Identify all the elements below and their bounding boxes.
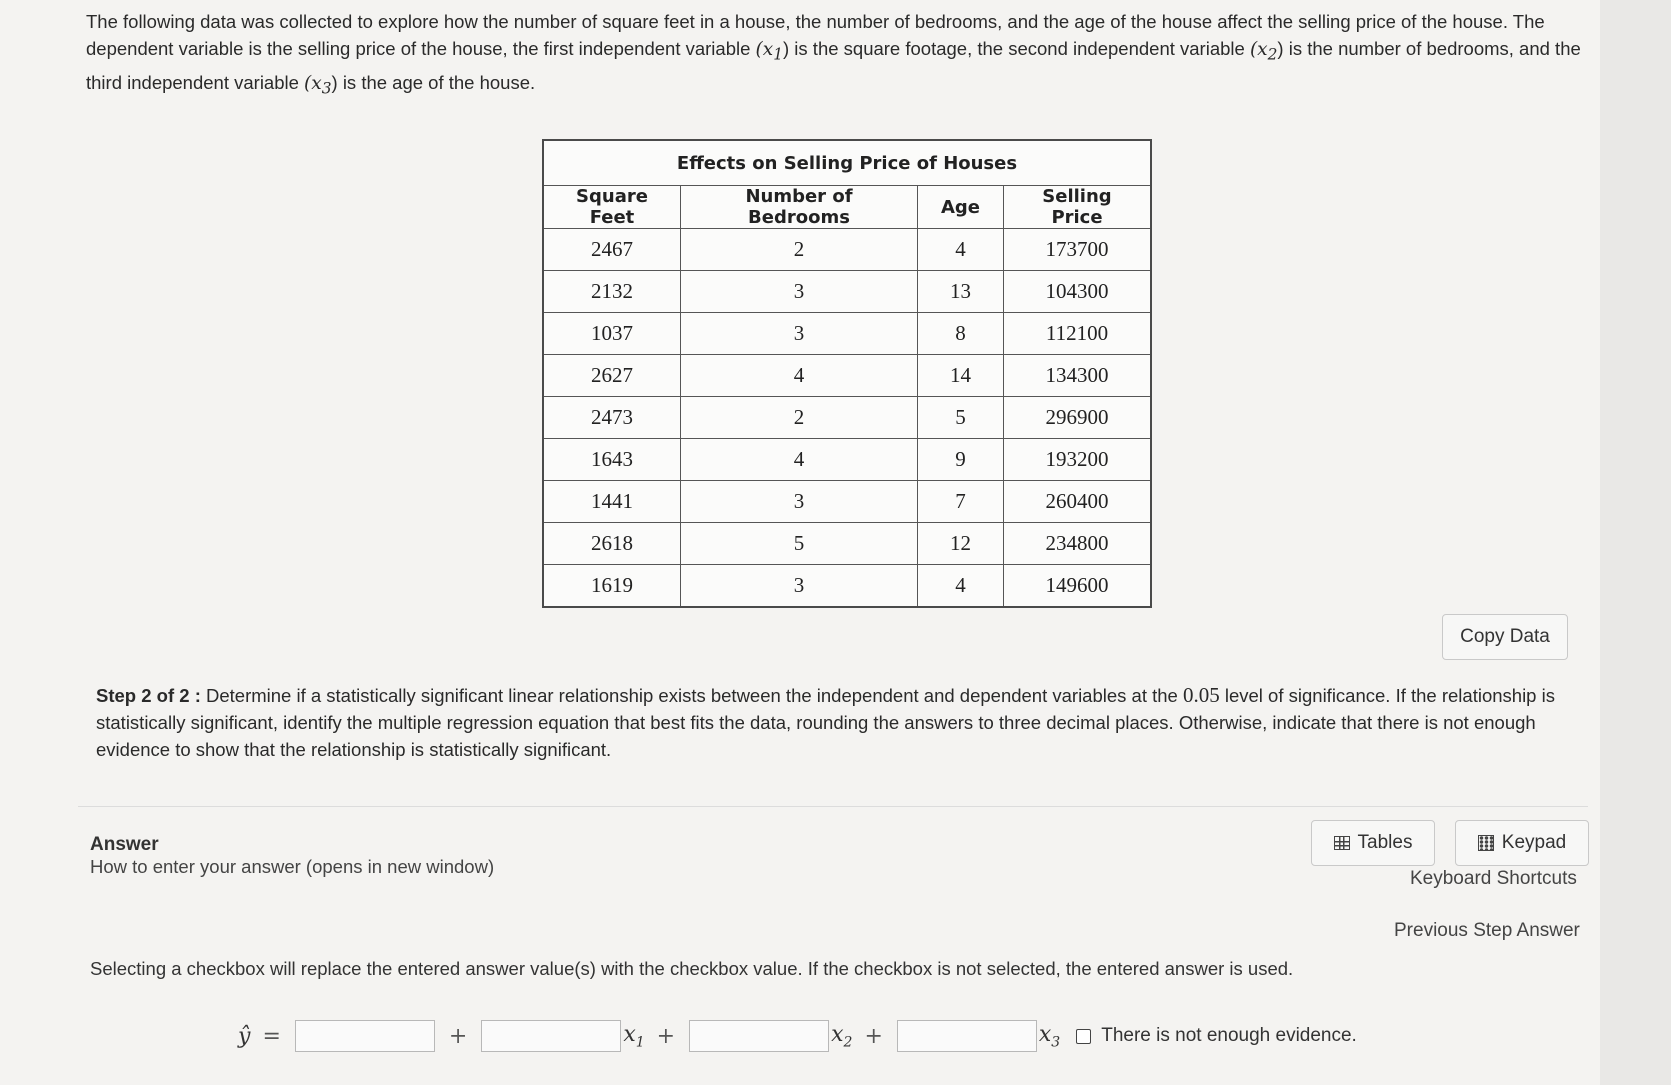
intercept-input[interactable]	[295, 1020, 435, 1052]
table-cell: 5	[918, 397, 1004, 439]
not-enough-evidence-checkbox[interactable]	[1076, 1029, 1091, 1044]
table-row	[543, 397, 1151, 439]
table-header-row	[543, 186, 1151, 229]
table-row	[543, 565, 1151, 608]
table-cell: 1037	[543, 313, 681, 355]
x3-label: $x_3$	[1038, 1021, 1061, 1051]
header-bedrooms: Number of Bedrooms	[681, 186, 918, 229]
table-row	[543, 355, 1151, 397]
table-cell: 9	[918, 439, 1004, 481]
data-table	[542, 139, 1152, 608]
previous-step-answer-link[interactable]: Previous Step Answer	[1394, 920, 1580, 941]
b3-input[interactable]	[897, 1020, 1037, 1052]
table-row	[543, 523, 1151, 565]
table-cell: 193200	[1004, 439, 1152, 481]
table-row	[543, 229, 1151, 271]
table-cell: 14	[918, 355, 1004, 397]
checkbox-note: Selecting a checkbox will replace the entered answer value(s) with the checkbox value. If the checkbox is not selected, the entered answer is used.	[90, 958, 1294, 979]
header-selling-price: Selling Price	[1004, 186, 1152, 229]
table-row	[543, 481, 1151, 523]
problem-intro: The following data was collected to explore how the number of square feet in a house, the number of bedrooms, and the age of the house affect the selling price of the house. The dependent variable is the selling price of the house, the first independent variable $(x_1)$ is the square footage, the second independent variable $(x_2)$ is the number of bedrooms, and the third independent variable $(x_3)$ is the age of the house.	[86, 11, 1581, 98]
table-cell: 2467	[543, 229, 681, 271]
regression-equation	[238, 1018, 1357, 1054]
table-cell: 112100	[1004, 313, 1152, 355]
header-age: Age	[918, 186, 1004, 229]
plus-sign: +	[864, 1023, 883, 1049]
table-cell: 8	[918, 313, 1004, 355]
table-cell: 2627	[543, 355, 681, 397]
equals-sign: =	[262, 1023, 281, 1049]
table-cell: 3	[681, 271, 918, 313]
table-caption: Effects on Selling Price of Houses	[543, 140, 1151, 186]
copy-data-button[interactable]: Copy Data	[1442, 614, 1568, 660]
table-cell: 5	[681, 523, 918, 565]
table-cell: 3	[681, 313, 918, 355]
tables-button[interactable]: Tables	[1311, 820, 1435, 866]
table-row	[543, 313, 1151, 355]
step-instructions: Step 2 of 2 : Determine if a statistically significant linear relationship exists between the independent and dependent variables at the 0.05 level of significance. If the relationship is statistically significant, identify the multiple regression equation that best fits the data, rounding the answers to three decimal places. Otherwise, indicate that there is not enough evidence to show that the relationship is statistically significant.	[96, 683, 1555, 760]
not-enough-evidence-label[interactable]: There is not enough evidence.	[1101, 1025, 1357, 1046]
table-row	[543, 439, 1151, 481]
plus-sign: +	[448, 1023, 468, 1049]
y-hat: ŷ	[238, 1023, 251, 1049]
table-cell: 7	[918, 481, 1004, 523]
b1-input[interactable]	[481, 1020, 621, 1052]
table-cell: 2	[681, 229, 918, 271]
keypad-button[interactable]: Keypad	[1455, 820, 1589, 866]
table-cell: 4	[918, 565, 1004, 608]
table-cell: 4	[681, 355, 918, 397]
plus-sign: +	[656, 1023, 676, 1049]
x2-label: $x_2$	[831, 1021, 853, 1051]
keypad-icon	[1478, 835, 1494, 851]
x1-label: $x_1$	[623, 1021, 645, 1051]
table-cell: 260400	[1004, 481, 1152, 523]
header-square-feet: Square Feet	[543, 186, 681, 229]
table-cell: 134300	[1004, 355, 1152, 397]
table-cell: 2132	[543, 271, 681, 313]
table-cell: 173700	[1004, 229, 1152, 271]
b2-input[interactable]	[689, 1020, 829, 1052]
table-cell: 12	[918, 523, 1004, 565]
table-row	[543, 271, 1151, 313]
table-cell: 234800	[1004, 523, 1152, 565]
table-cell: 2618	[543, 523, 681, 565]
table-cell: 13	[918, 271, 1004, 313]
answer-label: Answer	[90, 834, 159, 855]
var-x3: ($x_3$	[304, 72, 332, 98]
var-x1: ($x_1$	[755, 39, 783, 64]
table-cell: 4	[681, 439, 918, 481]
how-to-enter-link[interactable]: How to enter your answer (opens in new window)	[90, 856, 495, 877]
table-cell: 4	[918, 229, 1004, 271]
table-cell: 296900	[1004, 397, 1152, 439]
table-cell: 2473	[543, 397, 681, 439]
table-cell: 1619	[543, 565, 681, 608]
var-x2: ($x_2$	[1249, 39, 1278, 64]
table-cell: 1441	[543, 481, 681, 523]
keyboard-shortcuts-link[interactable]: Keyboard Shortcuts	[1410, 868, 1577, 889]
table-cell: 3	[681, 481, 918, 523]
divider	[78, 806, 1588, 807]
table-cell: 2	[681, 397, 918, 439]
table-cell: 3	[681, 565, 918, 608]
table-icon	[1334, 836, 1350, 850]
table-cell: 149600	[1004, 565, 1152, 608]
table-cell: 104300	[1004, 271, 1152, 313]
table-cell: 1643	[543, 439, 681, 481]
